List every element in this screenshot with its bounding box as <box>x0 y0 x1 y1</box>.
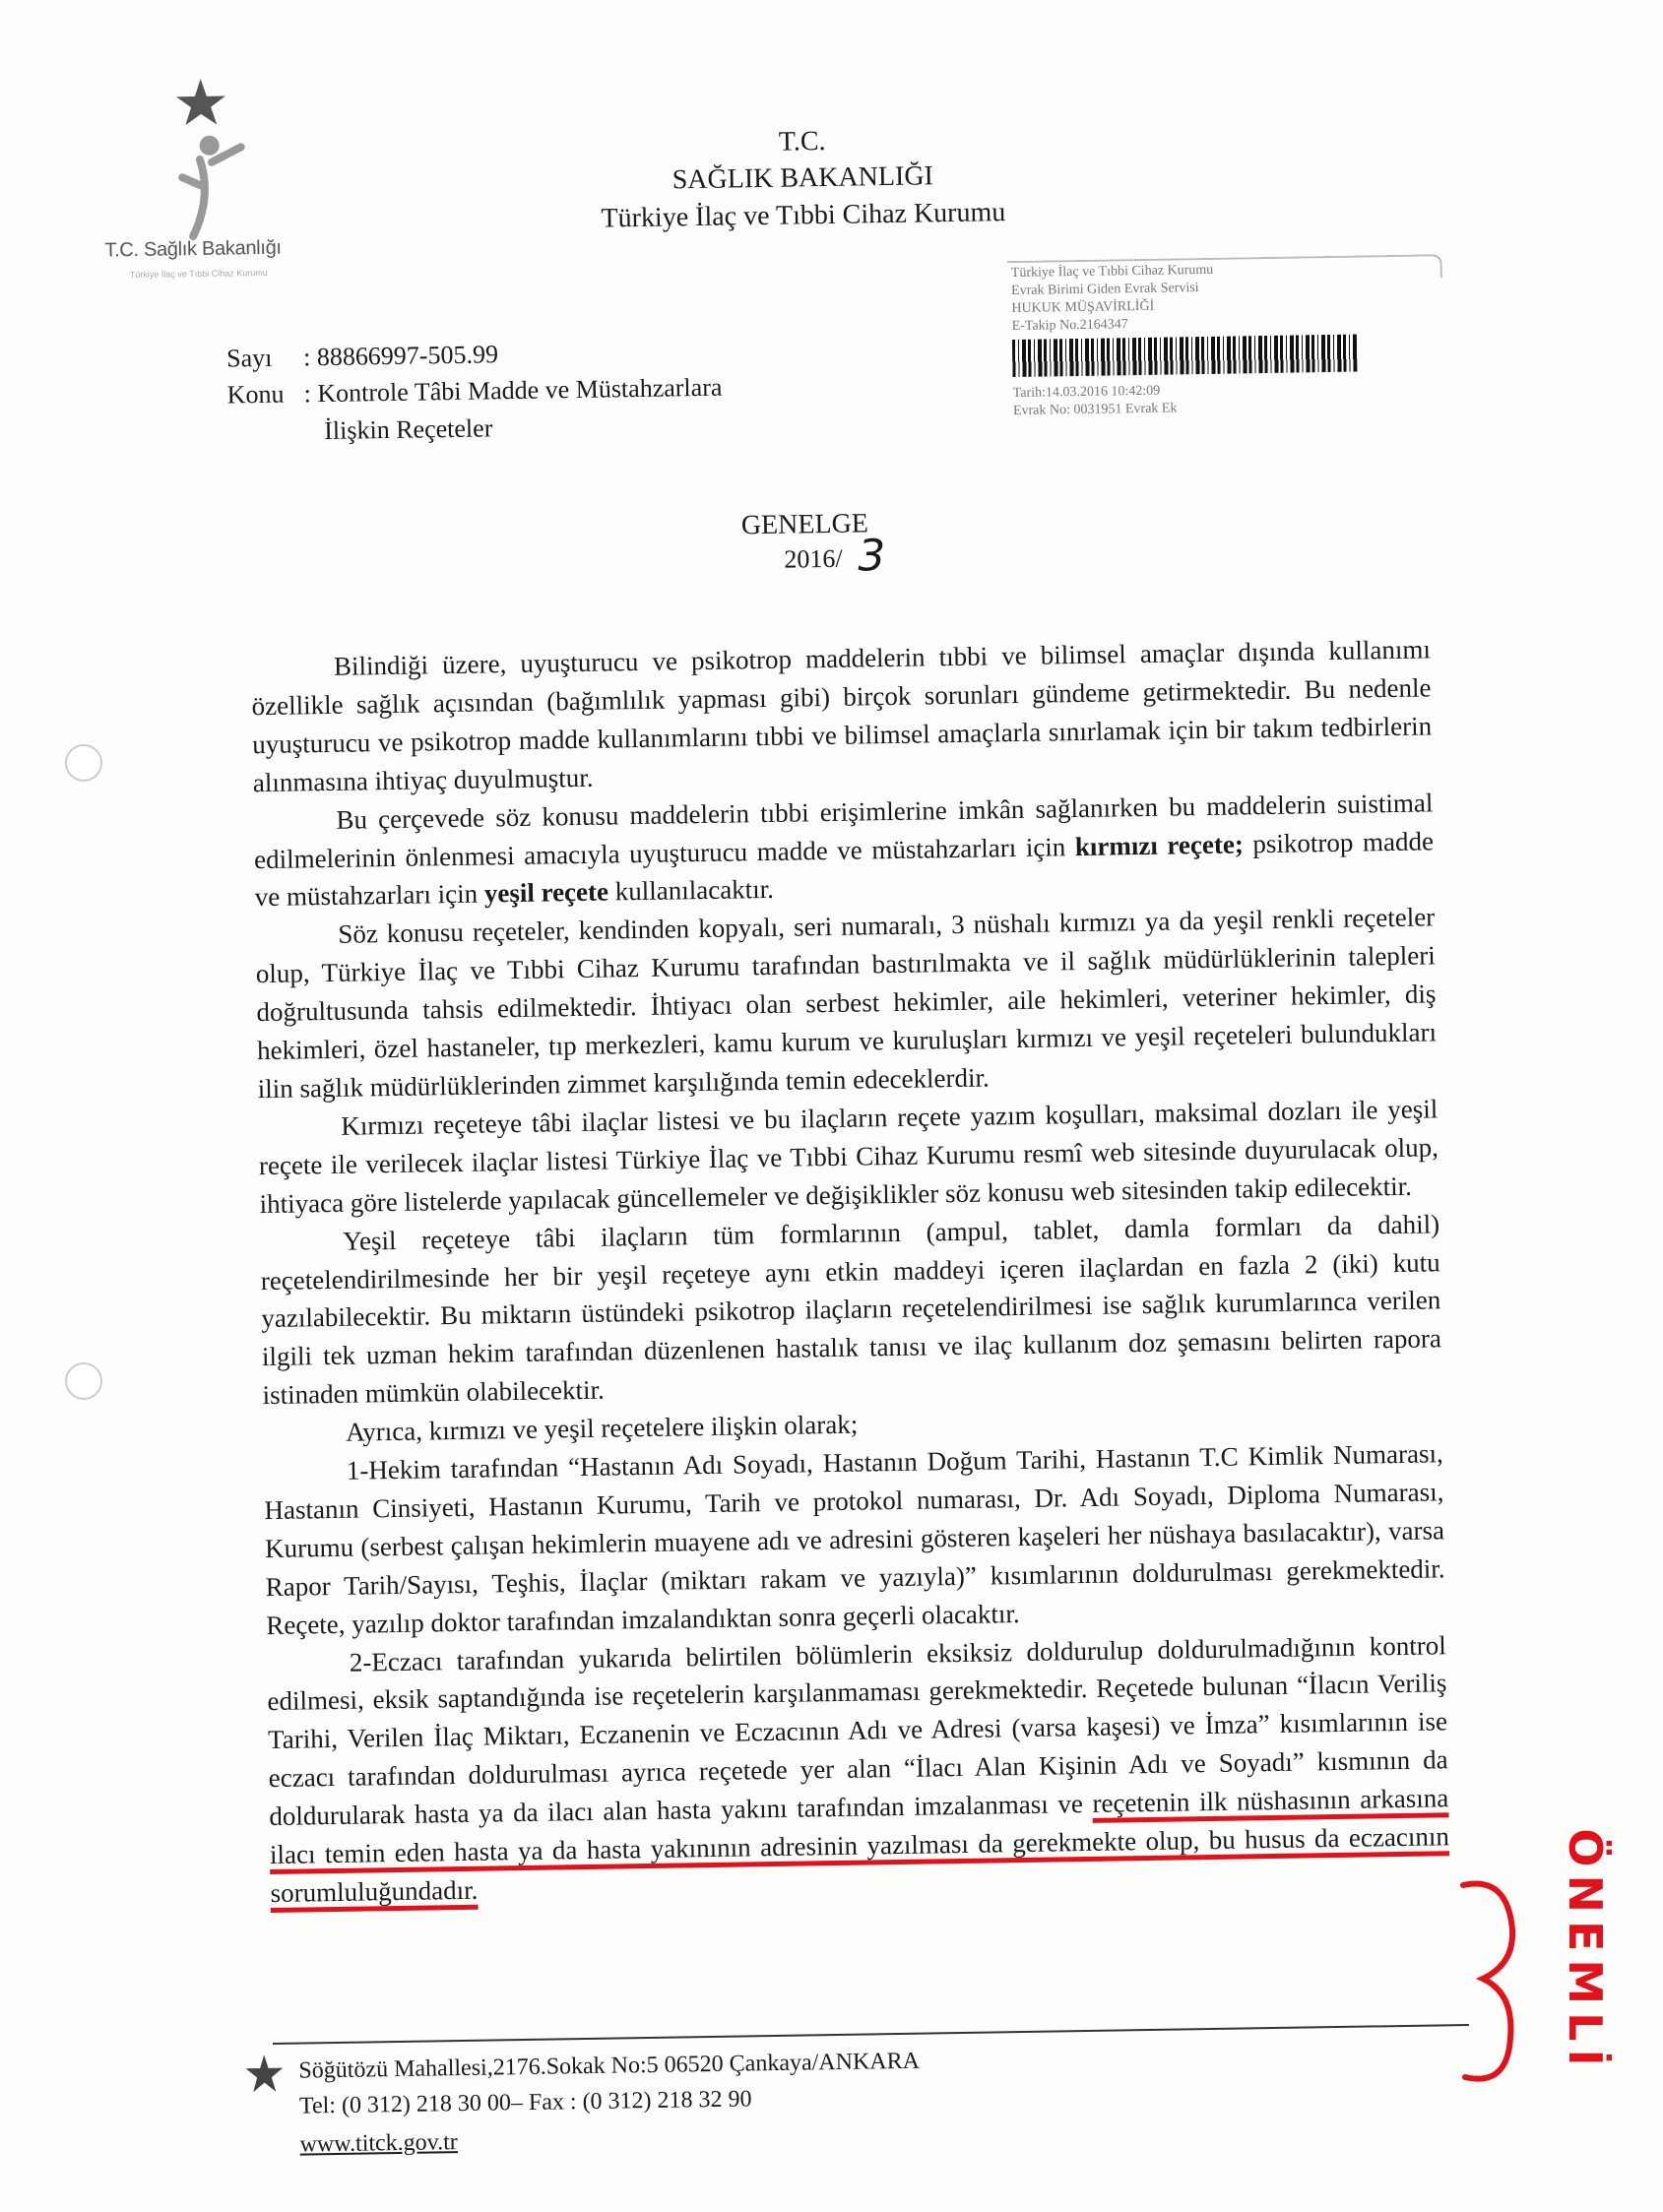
paragraph-2: Bu çerçevede söz konusu maddelerin tıbbi erişimlerine imkân sağlanırken bu maddelerin suistimal edilmelerinin önlenmesi amacıyla uyuşturucu madde ve müstahzarları için kırmızı reçete; psikotrop madde ve müstahzarları için yeşil reçete kullanılacaktır. <box>253 787 1435 913</box>
paragraph-1: Bilindiği üzere, uyuşturucu ve psikotrop maddelerin tıbbi ve bilimsel amaçlar dışında kullanımı özellikle sağlık açısından (bağımlılık yapması gibi) birçok sorunları gündeme getirmektedir. Bu nedenle uyuşturucu ve psikotrop madde kullanımlarını tıbbi ve bilimsel amaçlarla sınırlamak için bir takım tedbirlerin alınmasına ihtiyaç duyulmuştur. <box>251 634 1433 797</box>
document-body <box>251 630 1450 1913</box>
stamp-line-1: Türkiye İlaç ve Tıbbi Cihaz Kurumu <box>1010 262 1214 282</box>
footer-rule <box>273 2024 1469 2045</box>
header-agency: Türkiye İlaç ve Tıbbi Cihaz Kurumu <box>601 197 1006 234</box>
punch-hole-top <box>65 744 102 782</box>
reference-number <box>226 340 498 373</box>
annotation-text: ÖNEMLİ <box>1559 1828 1612 2074</box>
circular-number: 3 <box>857 531 886 582</box>
logo-title: T.C. Sağlık Bakanlığı <box>104 236 282 262</box>
document-stamp <box>1011 258 1447 467</box>
paragraph-3: Söz konusu reçeteler, kendinden kopyalı, seri numaralı, 3 nüshalı kırmızı ya da yeşil renkli reçeteler olup, Türkiye İlaç ve Tıbbi Cihaz Kurumu tarafından bastırılmakta ve il sağlık müdürlüklerinin talepleri doğrultusunda tahsis edilmektedir. İhtiyacı olan serbest hekimler, aile hekimleri, veteriner hekimler, diş hekimleri, özel hastaneler, tıp merkezleri, kamu kurum ve kuruluşları kırmızı ve yeşil reçeteleri bulundukları ilin sağlık müdürlüklerinden zimmet karşılığında temin edeceklerdir. <box>255 902 1438 1105</box>
stamp-line-5: Tarih:14.03.2016 10:42:09 <box>1012 383 1161 402</box>
paragraph-5: Yeşil reçeteye tâbi ilaçların tüm formlarının (ampul, tablet, damla formları da dahil) reçetelendirilmesinde her bir yeşil reçeteye aynı etkin maddeyi içeren ilaçlardan en fazla 2 (iki) kutu yazılabilecektir. Bu miktarın üstündeki psikotrop ilaçların reçetelendirilmesi ise sağlık kurumlarınca verilen ilgili tek uzman hekim tarafından düzenlenen hastalık tanısı ve ilaç kullanım doz şemasını belirten rapora istinaden mümkün olabilecektir. <box>260 1208 1442 1411</box>
footer-phone: Tel: (0 312) 218 30 00– Fax : (0 312) 218 32 90 <box>298 2086 752 2119</box>
logo-subtitle: Türkiye İlaç ve Tıbbi Cihaz Kurumu <box>129 267 268 281</box>
highlighted-text: reçetenin ilk nüshasının arkasına ilacı temin eden hasta ya da hasta yakınının adresinin yazılması da gerekmekte olup, bu husus da eczacının sorumluluğundadır. <box>269 1783 1450 1909</box>
header-tc: T.C. <box>778 125 826 158</box>
sayi-value: : 88866997-505.99 <box>302 340 499 372</box>
barcode <box>1012 335 1358 377</box>
punch-hole-bottom <box>65 1362 102 1400</box>
subject <box>226 373 722 411</box>
subject-continued: İlişkin Reçeteler <box>324 413 493 446</box>
stamp-line-2: Evrak Birimi Giden Evrak Servisi <box>1011 281 1199 299</box>
stamp-line-6: Evrak No: 0031951 Evrak Ek <box>1012 401 1178 419</box>
paragraph-8: 2-Eczacı tarafından yukarıda belirtilen bölümlerin eksiksiz doldurulup doldurulmadığının kontrol edilmesi, eksik saptandığında ise reçetelerin karşılanmaması gerekmektedir. Reçetede bulunan “İlacın Veriliş Tarihi, Verilen İlaç Miktarı, Eczanenin ve Eczacının Adı ve Adresi (varsa kaşesi) ve İmza” kısımlarının ise eczacı tarafından doldurulması ayrıca reçetede yer alan “İlacı Alan Kişinin Adı ve Soyadı” kısmının da doldurularak hasta ya da ilacı alan hasta yakını tarafından imzalanması ve reçetenin ilk nüshasının arkasına ilacı temin eden hasta ya da hasta yakınının adresinin yazılması da gerekmekte olup, bu husus da eczacının sorumluluğundadır. <box>267 1629 1450 1909</box>
annotation-text-container <box>1554 1806 1613 2102</box>
document-type: GENELGE <box>740 508 869 541</box>
paragraph-6: Ayrıca, kırmızı ve yeşil reçetelere ilişkin olarak; <box>346 1409 859 1447</box>
konu-value: : Kontrole Tâbi Madde ve Müstahzarlara <box>303 372 723 409</box>
stamp-line-3: HUKUK MÜŞAVİRLİĞİ <box>1011 298 1155 317</box>
paragraph-4: Kırmızı reçeteye tâbi ilaçlar listesi ve bu ilaçların reçete yazım koşulları, maksimal dozları ile yeşil reçete ile verilecek ilaçlar listesi Türkiye İlaç ve Tıbbi Cihaz Kurumu resmî web sitesinde duyurulacak olup, ihtiyaca göre listelerde yapılacak güncellemeler ve değişiklikler söz konusu web sitesinden takip edilecektir. <box>258 1094 1439 1219</box>
paragraph-7: 1-Hekim tarafından “Hastanın Adı Soyadı, Hastanın Doğum Tarihi, Hastanın T.C Kimlik Numarası, Hastanın Cinsiyeti, Hastanın Kurumu, Tarih ve protokol numarası, Dr. Adı Soyadı, Diploma Numarası, Kurumu (serbest çalışan hekimlerin muayene adı ve adresini gösteren kaşeleri her nüshaya basılacaktır), varsa Rapor Tarih/Sayısı, Teşhis, İlaçlar (miktarı rakam ve yazıyla)” kısımlarının doldurulması gerekmektedir. Reçete, yazılıp doktor tarafından imzalandıktan sonra geçerli olacaktır. <box>264 1438 1445 1640</box>
sayi-label: Sayı <box>225 343 273 373</box>
star-shape <box>176 79 226 126</box>
star-icon <box>243 2053 286 2095</box>
konu-label: Konu <box>226 379 285 410</box>
stamp-line-4: E-Takip No.2164347 <box>1011 317 1128 335</box>
footer-website[interactable]: www.titck.gov.tr <box>299 2129 458 2158</box>
footer-address: Söğütözü Mahallesi,2176.Sokak No:5 06520 Çankaya/ANKARA <box>298 2048 921 2084</box>
circular-year: 2016/ <box>784 543 843 574</box>
header-ministry: SAĞLIK BAKANLIĞI <box>672 160 934 196</box>
